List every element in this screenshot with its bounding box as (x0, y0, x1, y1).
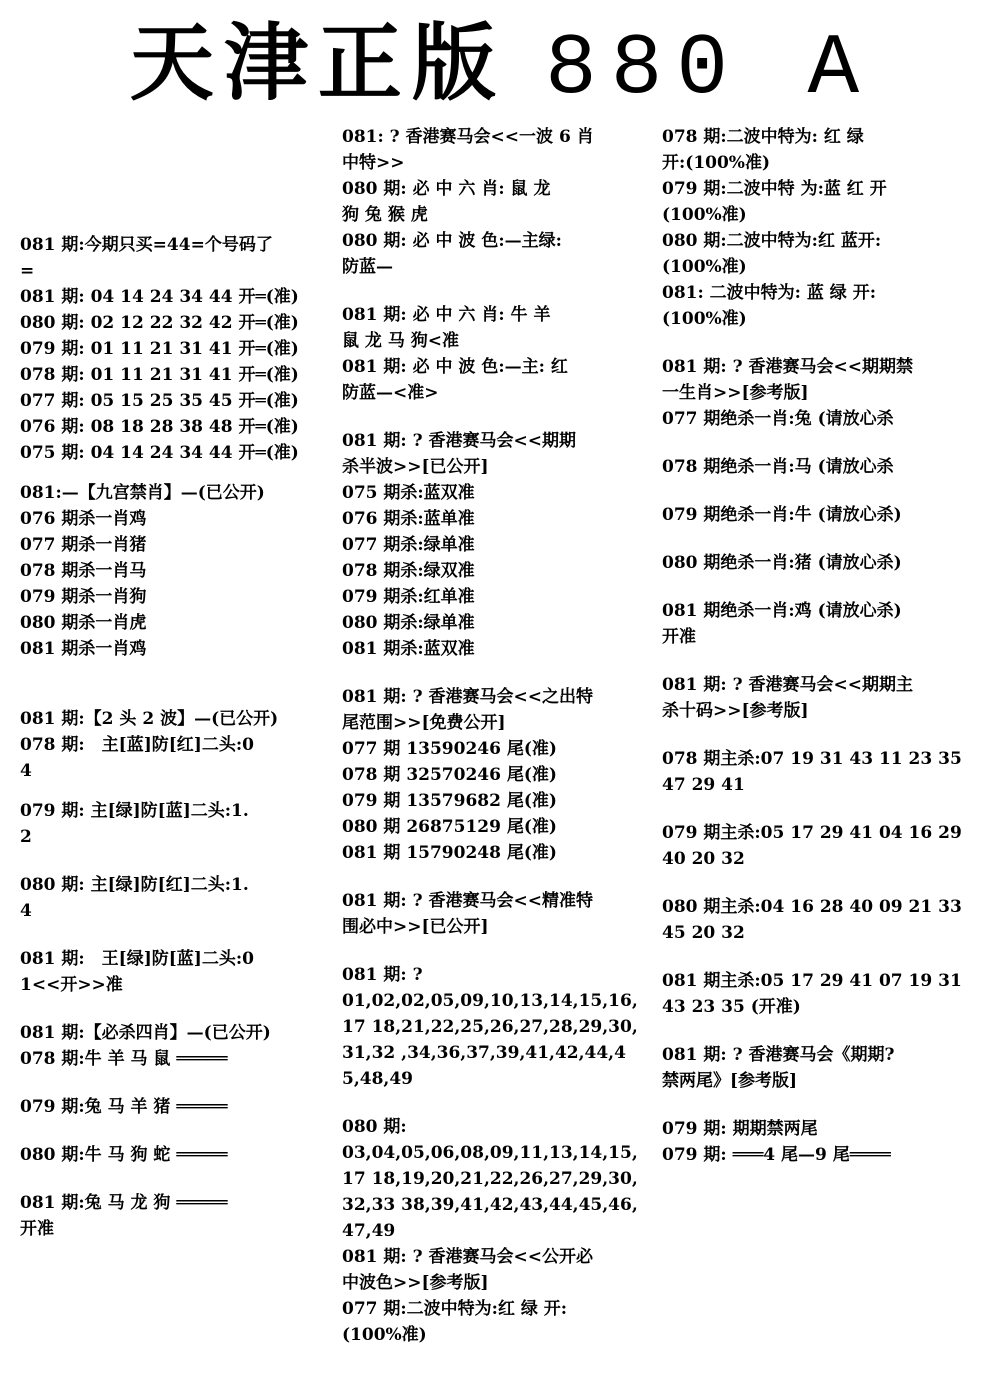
page-title (0, 8, 1003, 124)
text-line: 080 期:牛 马 狗 蛇 ═════ (20, 1145, 228, 1165)
spacer (662, 1020, 962, 1042)
spacer (20, 850, 315, 872)
block-kill-half-wave (342, 428, 642, 662)
block-main-kill-078 (662, 746, 962, 798)
text-line: 078 期 32570246 尾(准) (342, 765, 557, 785)
text-line: 078 期杀一肖马 (20, 561, 147, 581)
text-line: 079 期杀一肖狗 (20, 587, 147, 607)
block-kill-081 (662, 598, 962, 650)
text-line: 开准 (20, 1219, 54, 1239)
text-line: 1<<开>>准 (20, 975, 123, 995)
block-numbers-080 (342, 1114, 642, 1244)
block-buy-numbers (20, 232, 315, 284)
text-line: 鼠 龙 马 狗<准 (342, 331, 459, 351)
text-line: 080 期杀一肖虎 (20, 613, 147, 633)
title-code: 880 A (545, 20, 874, 118)
text-line: 081 期杀:蓝双准 (342, 639, 475, 659)
text-line: 081 期:【2 头 2 波】—(已公开) (20, 709, 279, 729)
text-line: 081 期 15790248 尾(准) (342, 843, 557, 863)
title-text: 天津正版 (129, 13, 506, 112)
spacer (342, 940, 642, 962)
block-ban-two-tails-079 (662, 1116, 962, 1168)
middle-column (342, 124, 642, 1348)
text-line: 081: 二波中特为: 蓝 绿 开: (662, 283, 876, 303)
text-line: 081: ? 香港赛马会<<一波 6 肖 (342, 127, 594, 147)
text-line: 081 期: ? 香港赛马会<<公开必 (342, 1247, 593, 1267)
text-line: 077 期绝杀一肖:兔 (请放心杀 (662, 409, 894, 429)
text-line: 080 期: (342, 1117, 407, 1137)
text-line: 杀十码>>[参考版] (662, 701, 809, 721)
right-column (662, 124, 962, 1168)
text-line: 075 期: 04 14 24 34 44 开═(准) (20, 443, 299, 463)
text-line: 081 期:今期只买=44=个号码了 (20, 235, 273, 255)
text-line: 080 期绝杀一肖:猪 (请放心杀) (662, 553, 902, 573)
text-line: 079 期 13579682 尾(准) (342, 791, 557, 811)
text-line: (100%准) (662, 309, 747, 329)
spacer (662, 528, 962, 550)
block-two-heads-079 (20, 798, 315, 850)
block-number-history (20, 284, 315, 466)
text-line: 围必中>>[已公开] (342, 917, 489, 937)
text-line: 081 期:兔 马 龙 狗 ═════ (20, 1193, 228, 1213)
spacer (20, 1120, 315, 1142)
text-line: 079 期:兔 马 羊 猪 ═════ (20, 1097, 228, 1117)
spacer (342, 280, 642, 302)
left-column (20, 232, 315, 1242)
text-line: (100%准) (342, 1325, 427, 1345)
text-line: 077 期: 05 15 25 35 45 开═(准) (20, 391, 299, 411)
text-line: 078 期:二波中特为: 红 绿 (662, 127, 864, 147)
text-line: 081 期: ? (342, 965, 423, 985)
block-six-zodiac-081 (342, 302, 642, 406)
text-line: 076 期杀一肖鸡 (20, 509, 147, 529)
text-line: 079 期绝杀一肖:牛 (请放心杀) (662, 505, 902, 525)
text-line: 45 20 32 (662, 923, 745, 943)
text-line: (100%准) (662, 205, 747, 225)
block-numbers-081 (342, 962, 642, 1092)
text-line: 078 期杀:绿双准 (342, 561, 475, 581)
text-line: 077 期杀:绿单准 (342, 535, 475, 555)
text-line: 开准 (662, 627, 696, 647)
text-line: 081 期绝杀一肖:鸡 (请放心杀) (662, 601, 902, 621)
text-line: 开:(100%准) (662, 153, 771, 173)
text-line: 081 期: ? 香港赛马会<<期期主 (662, 675, 913, 695)
spacer (342, 406, 642, 428)
text-line: 080 期: 必 中 六 肖: 鼠 龙 (342, 179, 551, 199)
spacer (20, 1072, 315, 1094)
text-line: 4 (20, 761, 32, 781)
text-line: 079 期: 期期禁两尾 (662, 1119, 818, 1139)
text-line: 中特>> (342, 153, 405, 173)
block-main-kill-081 (662, 968, 962, 1020)
spacer (20, 784, 315, 798)
spacer (20, 924, 315, 946)
block-two-heads-081 (20, 946, 315, 998)
text-line: 079 期主杀:05 17 29 41 04 16 29 (662, 823, 962, 843)
text-line: 081 期: 王[绿]防[蓝]二头:0 (20, 949, 254, 969)
block-ban-two-tails (662, 1042, 962, 1094)
spacer (20, 662, 315, 684)
text-line: 禁两尾》[参考版] (662, 1071, 798, 1091)
text-line: = (20, 261, 35, 281)
block-kill-four-081 (20, 1190, 315, 1242)
block-precise-range (342, 888, 642, 940)
number-list: 03,04,05,06,08,09,11,13,14,15,17 18,19,20,21,22,26,27,29,30,32,33 38,39,41,42,43,44,45,46,47,49 (342, 1143, 638, 1241)
spacer (342, 662, 642, 684)
block-main-kill-080 (662, 894, 962, 946)
block-tail-range (342, 684, 642, 866)
block-main-kill-079 (662, 820, 962, 872)
text-line: 081 期: ? 香港赛马会《期期? (662, 1045, 895, 1065)
text-line: 079 期: ═══4 尾—9 尾════ (662, 1145, 891, 1165)
text-line: 081 期: ? 香港赛马会<<期期 (342, 431, 576, 451)
text-line: 43 23 35 (开准) (662, 997, 801, 1017)
text-line: 076 期杀:蓝单准 (342, 509, 475, 529)
text-line: 杀半波>>[已公开] (342, 457, 489, 477)
spacer (342, 1092, 642, 1114)
spacer (662, 432, 962, 454)
text-line: 081:—【九宫禁肖】—(已公开) (20, 483, 265, 503)
text-line: 076 期: 08 18 28 38 48 开═(准) (20, 417, 299, 437)
text-line: 中波色>>[参考版] (342, 1273, 489, 1293)
block-wave-color (342, 1244, 642, 1348)
block-kill-four (20, 1020, 315, 1072)
block-six-zodiac (342, 124, 642, 280)
spacer (20, 1168, 315, 1190)
text-line: 079 期杀:红单准 (342, 587, 475, 607)
text-line: 081 期杀一肖鸡 (20, 639, 147, 659)
block-two-heads-080 (20, 872, 315, 924)
text-line: 2 (20, 827, 32, 847)
text-line: 078 期: 主[蓝]防[红]二头:0 (20, 735, 254, 755)
text-line: 081 期: ? 香港赛马会<<期期禁 (662, 357, 913, 377)
text-line: 075 期杀:蓝双准 (342, 483, 475, 503)
text-line: 081 期: ? 香港赛马会<<之出特 (342, 687, 593, 707)
text-line: 狗 兔 猴 虎 (342, 205, 428, 225)
text-line: 47 29 41 (662, 775, 745, 795)
block-two-heads (20, 706, 315, 784)
number-list: 01,02,02,05,09,10,13,14,15,16,17 18,21,22,25,26,27,28,29,30,31,32 ,34,36,37,39,41,42,44,45,48,49 (342, 991, 638, 1089)
block-nine-palace (20, 480, 315, 662)
text-line: 防蓝— (342, 257, 393, 277)
text-line: (100%准) (662, 257, 747, 277)
spacer (662, 872, 962, 894)
spacer (662, 798, 962, 820)
text-line: 尾范围>>[免费公开] (342, 713, 506, 733)
spacer (342, 866, 642, 888)
text-line: 078 期: 01 11 21 31 41 开═(准) (20, 365, 299, 385)
text-line: 079 期: 01 11 21 31 41 开═(准) (20, 339, 299, 359)
text-line: 一生肖>>[参考版] (662, 383, 809, 403)
spacer (662, 946, 962, 968)
spacer (662, 480, 962, 502)
spacer (662, 650, 962, 672)
block-two-wave (662, 124, 962, 332)
text-line: 080 期:二波中特为:红 蓝开: (662, 231, 882, 251)
text-line: 077 期杀一肖猪 (20, 535, 147, 555)
text-line: 081 期: 必 中 六 肖: 牛 羊 (342, 305, 551, 325)
spacer (20, 998, 315, 1020)
text-line: 080 期杀:绿单准 (342, 613, 475, 633)
spacer (662, 724, 962, 746)
text-line: 081 期主杀:05 17 29 41 07 19 31 (662, 971, 962, 991)
text-line: 40 20 32 (662, 849, 745, 869)
text-line: 080 期主杀:04 16 28 40 09 21 33 (662, 897, 962, 917)
text-line: 防蓝—<准> (342, 383, 439, 403)
text-line: 080 期: 02 12 22 32 42 开═(准) (20, 313, 299, 333)
text-line: 081 期:【必杀四肖】—(已公开) (20, 1023, 271, 1043)
text-line: 081 期: 必 中 波 色:—主: 红 (342, 357, 568, 377)
text-line: 077 期:二波中特为:红 绿 开: (342, 1299, 568, 1319)
text-line: 078 期主杀:07 19 31 43 11 23 35 (662, 749, 962, 769)
text-line: 079 期: 主[绿]防[蓝]二头:1. (20, 801, 249, 821)
spacer (20, 684, 315, 706)
spacer (662, 576, 962, 598)
text-line: 078 期绝杀一肖:马 (请放心杀 (662, 457, 894, 477)
block-main-kill-ten (662, 672, 962, 724)
text-line: 080 期: 主[绿]防[红]二头:1. (20, 875, 249, 895)
text-line: 080 期: 必 中 波 色:—主绿: (342, 231, 562, 251)
spacer (662, 332, 962, 354)
spacer (20, 466, 315, 480)
text-line: 077 期 13590246 尾(准) (342, 739, 557, 759)
text-line: 081 期: ? 香港赛马会<<精准特 (342, 891, 593, 911)
text-line: 080 期 26875129 尾(准) (342, 817, 557, 837)
text-line: 078 期:牛 羊 马 鼠 ═════ (20, 1049, 228, 1069)
text-line: 079 期:二波中特 为:蓝 红 开 (662, 179, 887, 199)
text-line: 081 期: 04 14 24 34 44 开═(准) (20, 287, 299, 307)
text-line: 4 (20, 901, 32, 921)
block-ban-zodiac (662, 354, 962, 432)
spacer (662, 1094, 962, 1116)
